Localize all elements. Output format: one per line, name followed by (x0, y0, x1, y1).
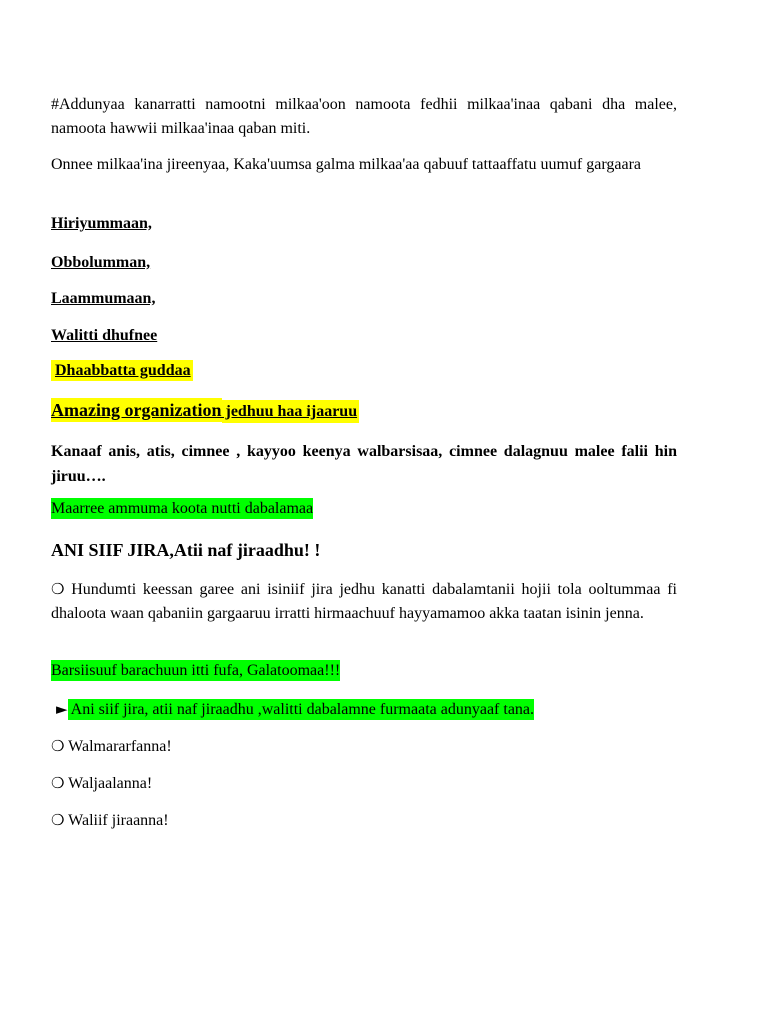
green-highlight-text-2: Barsiisuuf barachuun itti fufa, Galatoomaa!!! (51, 662, 341, 679)
section-heading: ANI SIIF JIRA,Atii naf jiraadhu! ! (51, 540, 321, 560)
list-item-walitti-dhufnee: Walitti dhufnee (51, 327, 158, 344)
second-paragraph: Onnee milkaa'ina jireenyaa, Kaka'uumsa galma milkaa'aa qabuuf tattaaffatu uumuf gargaara (51, 156, 642, 173)
circle-bullet-icon: ❍ (51, 811, 65, 829)
intro-paragraph: #Addunyaa kanarratti namootni milkaa'oon namoota fedhii milkaa'inaa qabani dha malee, namoota hawwii milkaa'inaa qaban miti. (51, 96, 677, 137)
closing-item-3 (51, 811, 169, 830)
closing-item-text: Waljaalanna! (68, 775, 153, 792)
closing-item-1 (51, 737, 172, 756)
yellow-highlight-text: Dhaabbatta guddaa (51, 360, 193, 381)
amazing-rest: jedhuu haa ijaaruu (222, 400, 360, 423)
arrow-bullet-icon: ► (56, 700, 68, 718)
circle-bullet-icon: ❍ (51, 580, 65, 598)
closing-item-2 (51, 774, 152, 793)
bullet-paragraph-text: Hundumti keessan garee ani isiniif jira jedhu kanatti dabalamtanii hojii tola ooltummaa fi dhaloota waan qabaniin gargaaruu irratti hirmaachuuf hayyamamoo akka taatan isinin jenna. (51, 581, 678, 622)
green-highlight-text-3: Ani siif jira, atii naf jiraadhu ,walitti dabalamne furmaata adunyaaf tana. (67, 701, 535, 718)
green-line-1 (51, 500, 313, 518)
green-line-2 (51, 662, 340, 680)
highlight-dhaabbatta (51, 362, 193, 380)
closing-item-text: Walmararfanna! (68, 738, 172, 755)
green-highlight-text-1: Maarree ammuma koota nutti dabalamaa (51, 500, 314, 517)
circle-bullet-icon: ❍ (51, 774, 65, 792)
bullet-paragraph (51, 577, 677, 626)
amazing-organization-line (51, 400, 359, 421)
bold-paragraph: Kanaaf anis, atis, cimnee , kayyoo keenya walbarsisaa, cimnee dalagnuu malee falii hin jiruu…. (51, 443, 677, 485)
list-item-obbolumman: Obbolumman, (51, 254, 151, 271)
list-item-hiriyummaan: Hiriyummaan, (51, 215, 152, 232)
amazing-lead: Amazing organization (51, 400, 222, 420)
closing-item-text: Waliif jiraanna! (68, 812, 169, 829)
list-item-laammumaan: Laammumaan, (51, 290, 156, 307)
circle-bullet-icon: ❍ (51, 737, 65, 755)
green-line-3 (56, 700, 534, 719)
